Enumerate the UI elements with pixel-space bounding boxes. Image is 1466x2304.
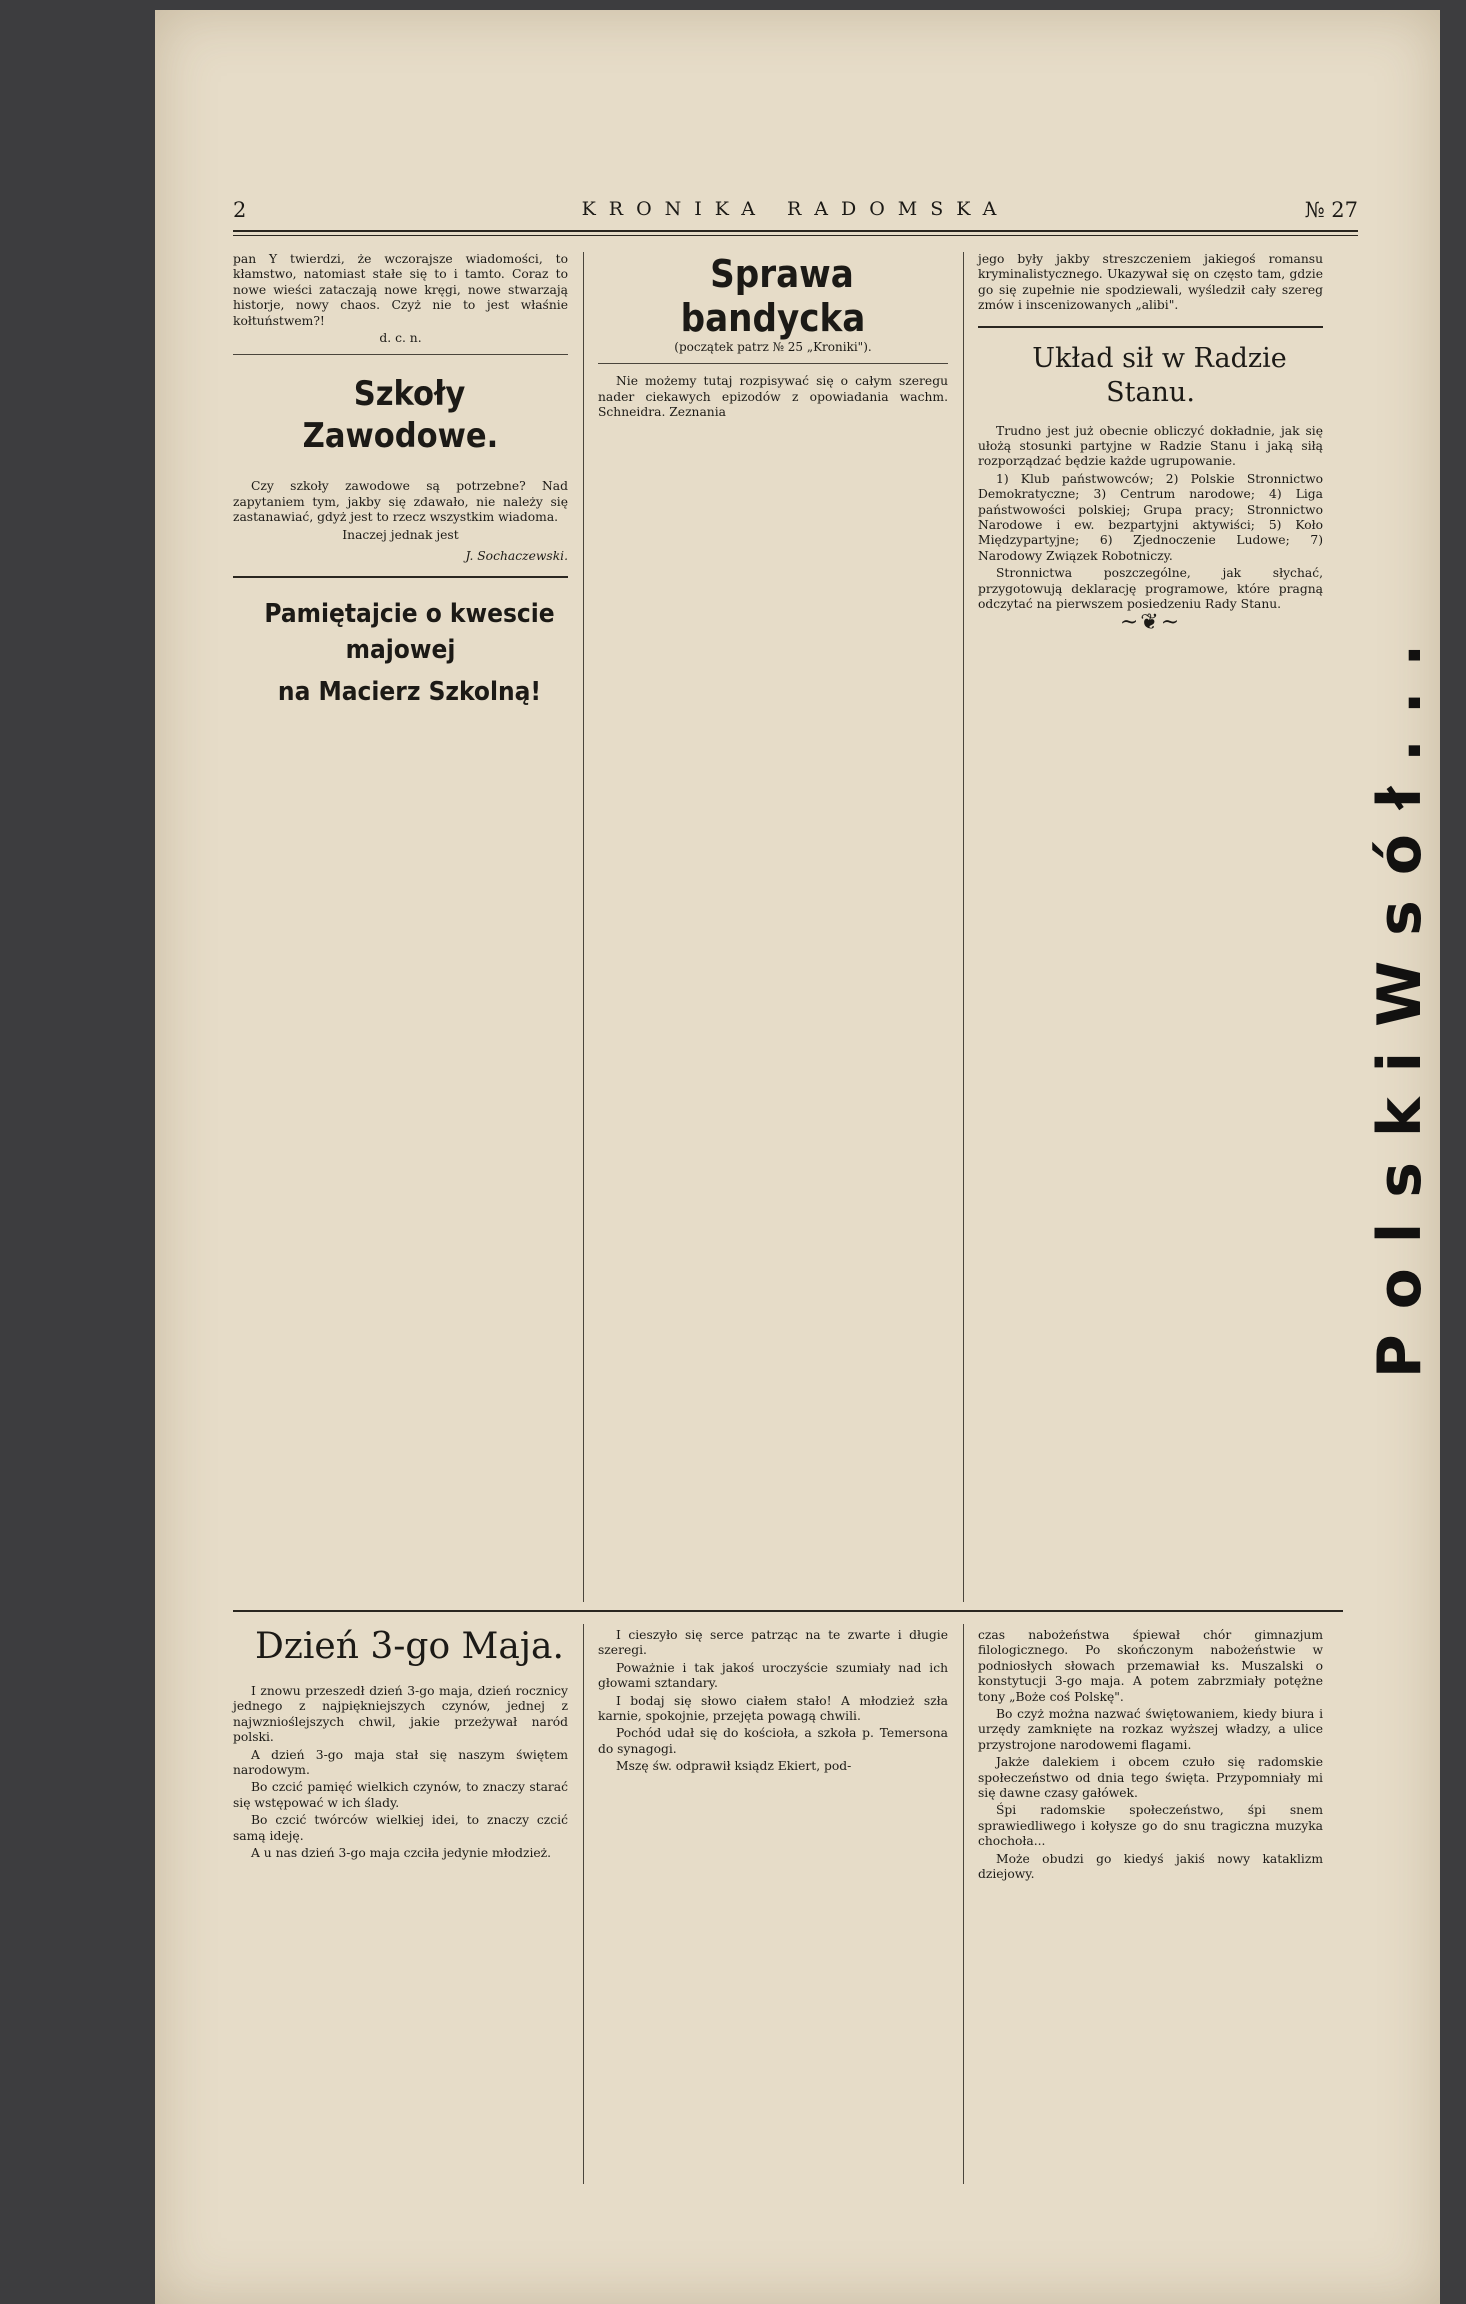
- rada-paragraph: Trudno jest już obecnie obliczyć dokładnie, jak się ułożą stosunki partyjne w Radzie Stanu i jaką siłą rozporządzać będzie każde ugrupowanie.: [978, 423, 1323, 469]
- column-rule: [963, 1624, 964, 2184]
- bandit-subtitle: (początek patrz № 25 „Kroniki").: [674, 340, 872, 354]
- maj-paragraph: A dzień 3-go maja stał się naszym świętem narodowym.: [233, 1747, 568, 1778]
- maj-paragraph: czas nabożeństwa śpiewał chór gimnazjum filologicznego. Po skończonym nabożeństwie w podniosłych słowach przemawiał ks. Muszalski o konstytucji 3-go maja. A potem zabrzmiały potężne tony „Boże coś Polskę".: [978, 1628, 1323, 1704]
- issue-number: № 27: [1304, 198, 1358, 222]
- bandit-continuation: jego były jakby streszczeniem jakiegoś romansu kryminalistycznego. Ukazywał się on często tam, gdzie go się zupełnie nie spodziewali, wyśledził cały szereg zmów i inscenizowanych „alibi".: [978, 252, 1323, 313]
- maj-paragraph: Śpi radomskie społeczeństwo, śpi snem sprawiedliwego i kołysze go do snu tragiczna muzyka chochoła...: [978, 1803, 1323, 1849]
- maj-paragraph: Pochód udał się do kościoła, a szkoła p. Temersona do synagogi.: [598, 1726, 948, 1756]
- masthead: KRONIKA RADOMSKA: [581, 198, 1010, 220]
- article-tail: pan Y twierdzi, że wczorajsze wiadomości, to kłamstwo, natomiast stałe się to i tamto. Coraz to nowe wieści zataczają nowe kręgi, nowe stwarzają historje, nowy chaos. Czyż nie to jest właśnie kołtuństwem?!: [233, 252, 568, 328]
- schools-headline: Szkoły Zawodowe.: [302, 374, 499, 457]
- maj-column-1: [233, 1624, 568, 1863]
- schools-paragraph: Inaczej jednak jest: [342, 527, 459, 542]
- appeal-line-2: na Macierz Szkolną!: [277, 677, 542, 708]
- newspaper-page: [155, 10, 1440, 2304]
- running-head: [233, 192, 1358, 226]
- column-rule: [963, 252, 964, 1602]
- divider: [978, 326, 1323, 328]
- bandit-paragraph: Nie możemy tutaj rozpisywać się o całym szeregu nader ciekawych epizodów z opowiadania wachm. Schneidra. Zeznania: [598, 374, 948, 420]
- schools-signature: J. Sochaczewski.: [465, 549, 568, 564]
- page-content: [233, 192, 1358, 2192]
- divider: [598, 363, 948, 364]
- divider: [233, 354, 568, 355]
- maj-column-2: [598, 1628, 948, 1777]
- bleed-through-text: P o l s k i W s ó ł . . .: [1365, 641, 1435, 1379]
- column-rule: [583, 252, 584, 1602]
- maj-paragraph: Poważnie i tak jakoś uroczyście szumiały nad ich głowami sztandary.: [598, 1660, 948, 1691]
- header-rule-thin: [233, 235, 1358, 236]
- maj-headline: Dzień 3-go Maja.: [255, 1626, 564, 1667]
- maj-paragraph: I cieszyło się serce patrząc na te zwarte i długie szeregi.: [598, 1628, 948, 1658]
- maj-paragraph: I znowu przeszedł dzień 3-go maja, dzień rocznicy jednego z najpiękniejszych czynów, jednej z najwznioślejszych chwil, jakie przeżywał naród polski.: [233, 1684, 568, 1745]
- rada-paragraph: Stronnictwa poszczególne, jak słychać, przygotowują deklarację programowe, które pragną odczytać na pierwszem posiedzeniu Rady Stanu.: [978, 566, 1323, 612]
- maj-paragraph: Mszę św. odprawił ksiądz Ekiert, pod-: [616, 1759, 852, 1774]
- divider: [233, 576, 568, 578]
- column-rule: [583, 1624, 584, 2184]
- maj-paragraph: I bodaj się słowo ciałem stało! A młodzież szła karnie, spokojnie, przejęta powagą chwili.: [598, 1693, 948, 1724]
- ornament: ~❦~: [1119, 609, 1182, 635]
- schools-paragraph: Czy szkoły zawodowe są potrzebne? Nad zapytaniem tym, jakby się zdawało, nie należy się zastanawiać, gdyż jest to rzecz wszystkim wiadoma.: [233, 479, 568, 525]
- bleed-through-strip: [1367, 230, 1433, 1790]
- maj-paragraph: Bo czcić pamięć wielkich czynów, to znaczy starać się wstępować w ich ślady.: [233, 1780, 568, 1810]
- maj-paragraph: Jakże dalekiem i obcem czuło się radomskie społeczeństwo od dnia tego święta. Przypomniały mi się dawne czasy gałówek.: [978, 1755, 1323, 1801]
- maj-paragraph: Może obudzi go kiedyś jakiś nowy kataklizm dziejowy.: [978, 1851, 1323, 1882]
- maj-column-3: [978, 1628, 1323, 1885]
- bandit-headline: Sprawa bandycka: [680, 252, 866, 340]
- maj-paragraph: Bo czcić twórców wielkiej idei, to znaczy czcić samą ideję.: [233, 1813, 568, 1843]
- maj-paragraph: A u nas dzień 3-go maja czciła jedynie młodzież.: [251, 1846, 552, 1861]
- column-middle: [598, 252, 948, 423]
- header-rule: [233, 230, 1358, 232]
- maj-paragraph: Bo czyż można nazwać świętowaniem, kiedy biura i urzędy zamknięte na rozkaz wyższej władzy, a ulice przystrojone narodowemi flagami.: [978, 1707, 1323, 1752]
- section-rule: [233, 1610, 1343, 1612]
- article-tail-sign: d. c. n.: [379, 331, 422, 346]
- rada-paragraph: 1) Klub państwowców; 2) Polskie Stronnictwo Demokratyczne; 3) Centrum narodowe; 4) Liga państwowości polskiej; Grupa pracy; Stronnictwo Narodowe i ew. bezpartyjni aktywiści; 5) Koło Międzypartyjne; 6) Zjednoczenie Ludowe; 7) Narodowy Związek Robotniczy.: [978, 471, 1323, 563]
- rada-headline: Układ sił w Radzie Stanu.: [1032, 342, 1287, 408]
- page-number: 2: [233, 198, 247, 222]
- appeal-line-1: Pamiętajcie o kwescie majowej: [264, 599, 555, 666]
- column-left: [233, 252, 568, 710]
- column-right: [978, 252, 1323, 635]
